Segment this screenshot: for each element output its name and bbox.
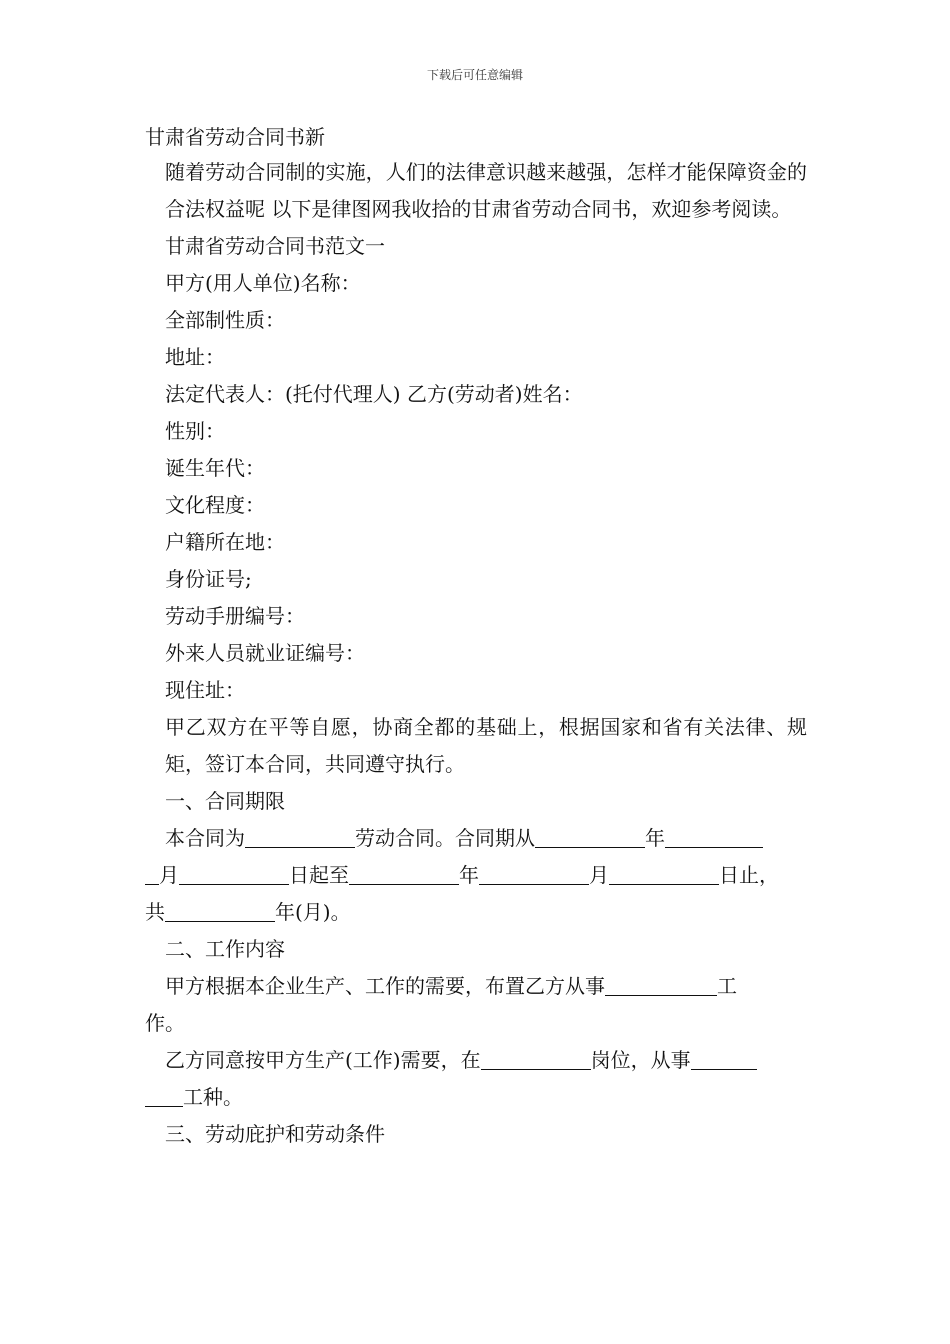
blank-position[interactable] <box>481 1047 591 1070</box>
total-label: 共 <box>145 900 165 924</box>
field-household: 户籍所在地： <box>165 530 285 554</box>
blank-start-day[interactable] <box>179 862 289 885</box>
field-current-address: 现住址： <box>165 678 245 702</box>
end-day-label: 日止， <box>719 863 779 887</box>
field-party-a-name: 甲方(用人单位)名称： <box>165 271 361 295</box>
field-migrant-cert: 外来人员就业证编号： <box>165 641 365 665</box>
blank-start-month-a[interactable] <box>665 825 763 848</box>
section-2-line-1 <box>145 968 807 1005</box>
work-assign-text: 甲方根据本企业生产、工作的需要，布置乙方从事 <box>165 974 605 998</box>
field-address: 地址： <box>165 345 225 369</box>
position-agree-text: 乙方同意按甲方生产(工作)需要，在 <box>165 1048 481 1072</box>
total-unit-label: 年(月)。 <box>275 900 351 924</box>
blank-total-years[interactable] <box>165 899 275 922</box>
position-label: 岗位，从事 <box>590 1048 691 1072</box>
field-labor-book: 劳动手册编号： <box>165 604 305 628</box>
end-year-label: 年 <box>459 863 479 887</box>
end-month-label: 月 <box>589 863 609 887</box>
section-1-line-2 <box>145 857 807 894</box>
contract-type-label: 本合同为 <box>165 826 245 850</box>
field-id-number: 身份证号; <box>165 567 252 591</box>
section-1-line-1 <box>145 820 807 857</box>
field-birth: 诞生年代： <box>165 456 265 480</box>
blank-end-year[interactable] <box>349 862 459 885</box>
work-label-a: 工 <box>717 974 737 998</box>
section-1-line-3 <box>145 894 807 931</box>
intro-paragraph: 随着劳动合同制的实施，人们的法律意识越来越强，怎样才能保障资金的合法权益呢 以下是律图网我收拾的甘肃省劳动合同书，欢迎参考阅读。 <box>165 160 807 221</box>
field-gender: 性别： <box>165 419 225 443</box>
page-header-note: 下载后可任意编辑 <box>426 68 523 82</box>
sample-title: 甘肃省劳动合同书范文一 <box>165 234 385 258</box>
start-month-label: 月 <box>159 863 179 887</box>
contract-period-label: 劳动合同。合同期从 <box>355 826 535 850</box>
start-day-label: 日起至 <box>289 863 349 887</box>
field-education: 文化程度： <box>165 493 265 517</box>
section-2-heading: 二、工作内容 <box>165 937 285 961</box>
field-legal-rep: 法定代表人：(托付代理人) 乙方(劳动者)姓名： <box>165 382 583 406</box>
section-1-heading: 一、合同期限 <box>165 789 285 813</box>
blank-start-year[interactable] <box>535 825 645 848</box>
job-type-label: 工种。 <box>183 1085 243 1109</box>
start-year-label: 年 <box>645 826 665 850</box>
blank-end-month[interactable] <box>479 862 589 885</box>
section-2-line-4 <box>145 1079 807 1116</box>
document-body <box>145 120 807 1153</box>
blank-start-month-b[interactable] <box>145 862 159 885</box>
blank-end-day[interactable] <box>609 862 719 885</box>
agreement-paragraph: 甲乙双方在平等自愿，协商全都的基础上，根据国家和省有关法律、规矩，签订本合同，共同遵守执行。 <box>165 715 807 776</box>
blank-work-content[interactable] <box>605 973 717 996</box>
blank-contract-type[interactable] <box>245 825 355 848</box>
section-3-heading: 三、劳动庇护和劳动条件 <box>165 1122 385 1146</box>
field-ownership: 全部制性质： <box>165 308 285 332</box>
document-title: 甘肃省劳动合同书新 <box>145 125 325 149</box>
section-2-line-2: 作。 <box>145 1011 185 1035</box>
section-2-line-3 <box>145 1042 807 1079</box>
blank-job-type-a[interactable] <box>691 1047 757 1070</box>
blank-job-type-b[interactable] <box>145 1084 183 1107</box>
